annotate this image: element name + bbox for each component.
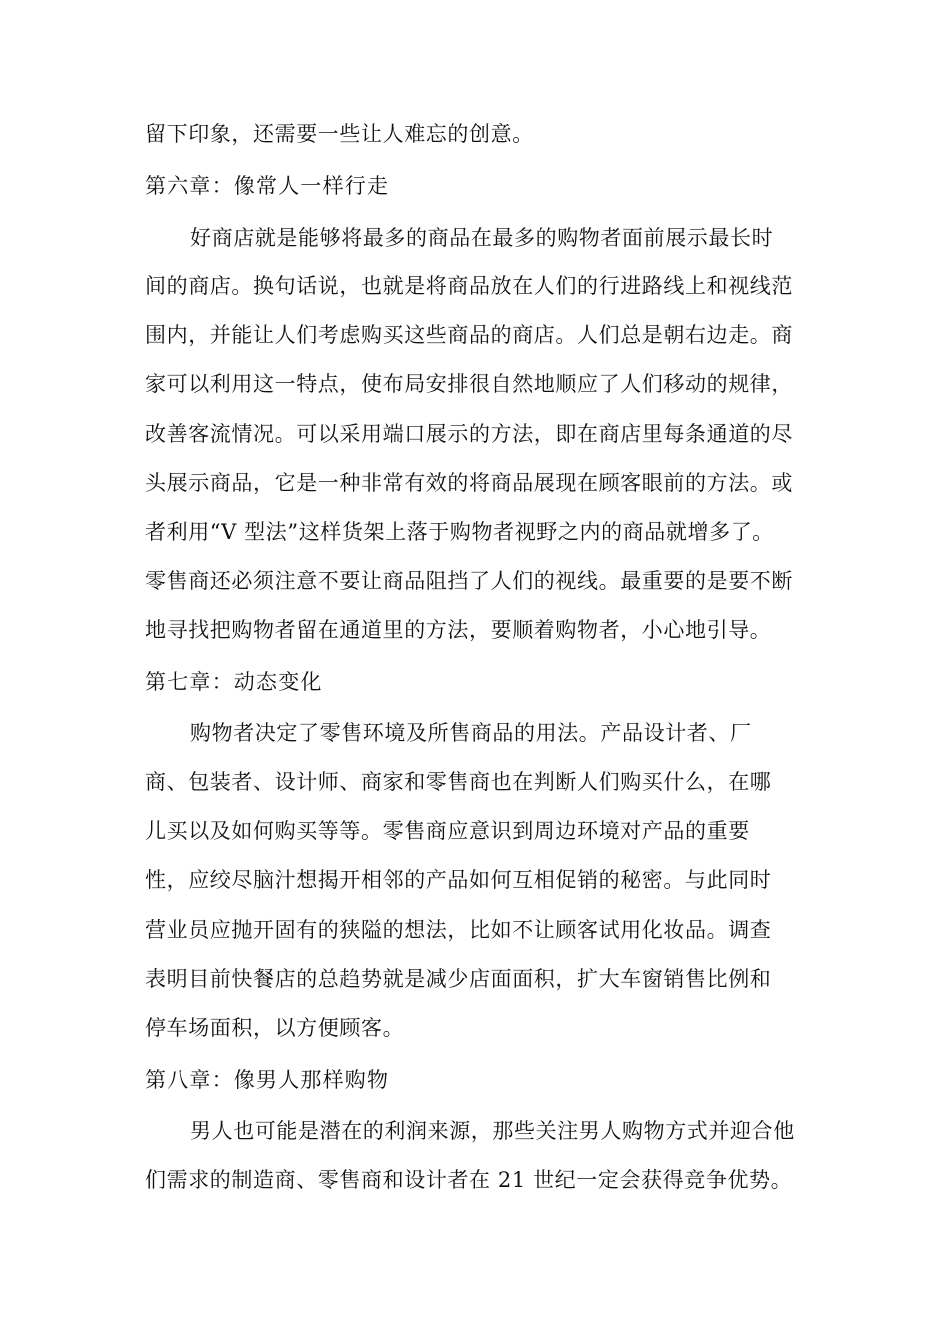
text-line: 好商店就是能够将最多的商品在最多的购物者面前展示最长时 bbox=[190, 226, 774, 250]
text-line: 营业员应抛开固有的狭隘的想法，比如不让顾客试用化妆品。调查 bbox=[145, 918, 772, 942]
text-line: 们需求的制造商、零售商和设计者在 21 世纪一定会获得竞争优势。 bbox=[145, 1168, 793, 1192]
chapter-heading: 第七章：动态变化 bbox=[145, 670, 323, 694]
chapter-heading: 第六章：像常人一样行走 bbox=[145, 174, 390, 198]
text-line: 男人也可能是潜在的利润来源，那些关注男人购物方式并迎合他 bbox=[190, 1119, 795, 1143]
text-line: 间的商店。换句话说，也就是将商品放在人们的行进路线上和视线范 bbox=[145, 274, 793, 298]
text-line: 零售商还必须注意不要让商品阻挡了人们的视线。最重要的是要不断 bbox=[145, 569, 793, 593]
text-line: 家可以利用这一特点，使布局安排很自然地顺应了人们移动的规律， bbox=[145, 372, 793, 396]
text-line: 儿买以及如何购买等等。零售商应意识到周边环境对产品的重要 bbox=[145, 819, 750, 843]
text-line: 停车场面积，以方便顾客。 bbox=[145, 1016, 405, 1040]
text-line: 改善客流情况。可以采用端口展示的方法，即在商店里每条通道的尽 bbox=[145, 422, 793, 446]
text-line: 头展示商品，它是一种非常有效的将商品展现在顾客眼前的方法。或 bbox=[145, 471, 793, 495]
text-line: 购物者决定了零售环境及所售商品的用法。产品设计者、厂 bbox=[190, 721, 752, 745]
text-line: 者利用“V 型法”这样货架上落于购物者视野之内的商品就增多了。 bbox=[145, 520, 774, 544]
text-line: 性，应绞尽脑汁想揭开相邻的产品如何互相促销的秘密。与此同时 bbox=[145, 868, 772, 892]
text-line: 表明目前快餐店的总趋势就是减少店面面积，扩大车窗销售比例和 bbox=[145, 967, 772, 991]
text-line: 地寻找把购物者留在通道里的方法，要顺着购物者，小心地引导。 bbox=[145, 618, 772, 642]
text-line: 留下印象，还需要一些让人难忘的创意。 bbox=[145, 122, 534, 146]
text-line: 围内，并能让人们考虑购买这些商品的商店。人们总是朝右边走。商 bbox=[145, 323, 793, 347]
text-line: 商、包装者、设计师、商家和零售商也在判断人们购买什么，在哪 bbox=[145, 770, 772, 794]
chapter-heading: 第八章：像男人那样购物 bbox=[145, 1068, 390, 1092]
